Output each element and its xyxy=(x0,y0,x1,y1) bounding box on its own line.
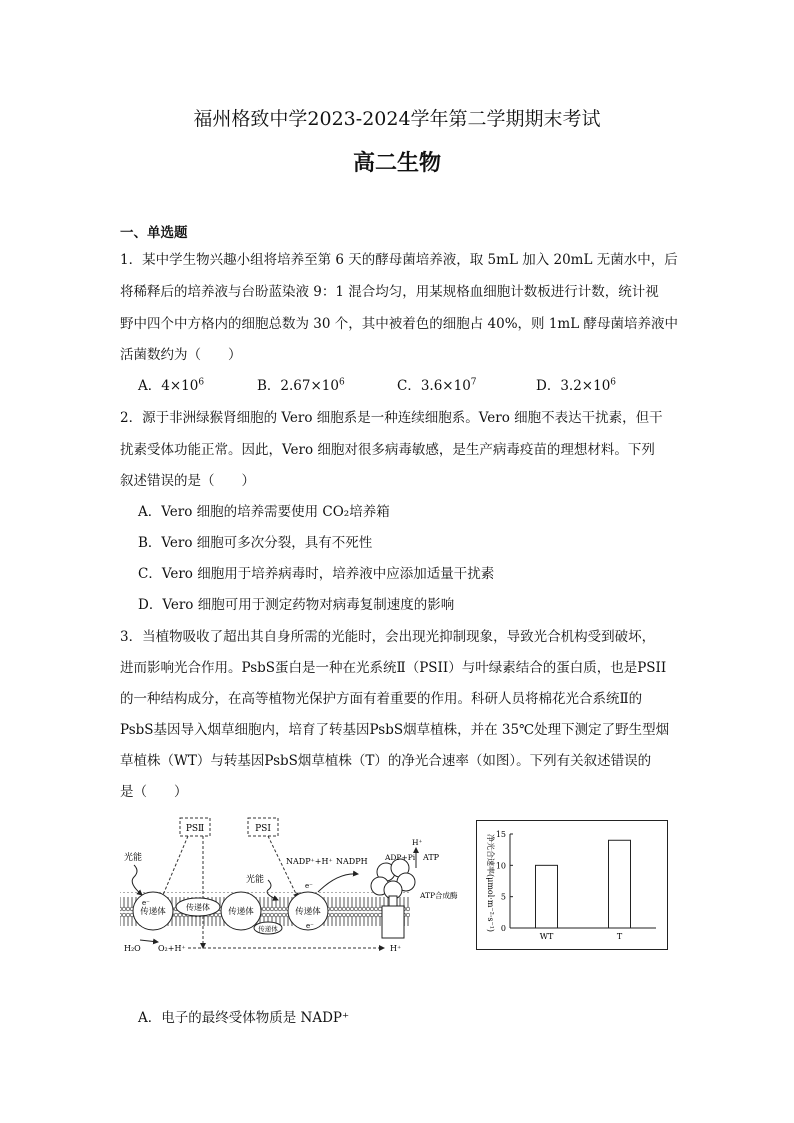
svg-text:传递体: 传递体 xyxy=(258,925,278,933)
exam-title: 福州格致中学2023-2024学年第二学期期末考试 xyxy=(193,108,601,130)
q2-option-d[interactable]: D．Vero 细胞可用于测定药物对病毒复制速度的影响 xyxy=(138,597,455,613)
h2o-label: H₂O xyxy=(124,944,141,953)
svg-text:传递体: 传递体 xyxy=(228,907,254,917)
y-tick-label: 5 xyxy=(500,892,506,902)
bar-WT xyxy=(536,865,558,928)
q1-option-b[interactable]: B．$2.67\times 10^6$ xyxy=(257,377,345,394)
nadp-arrow xyxy=(318,874,358,892)
nadp-label: NADP⁺+H⁺ xyxy=(286,857,333,866)
chart-ylabel: 净光合速率(μmol·m⁻²·s⁻¹) xyxy=(486,834,495,933)
psii-label: PSⅡ xyxy=(185,824,205,834)
light-label-2: 光能 xyxy=(246,875,265,885)
subject-title: 高二生物 xyxy=(352,150,441,176)
q3-line-6: 是（ ） xyxy=(120,784,188,800)
q3-line-2: 进而影响光合作用。PsbS蛋白是一种在光系统Ⅱ（PSII）与叶绿素结合的蛋白质，也是PSII xyxy=(120,660,667,676)
light-arrow-1 xyxy=(132,865,142,895)
svg-text:e⁻: e⁻ xyxy=(306,922,314,930)
q2-option-a[interactable]: A．Vero 细胞的培养需要使用 CO₂培养箱 xyxy=(138,504,390,520)
q1-option-a[interactable]: A．$4\times 10^6$ xyxy=(138,377,205,394)
q1-option-c[interactable]: C．$3.6\times 10^7$ xyxy=(397,377,477,394)
svg-text:传递体: 传递体 xyxy=(295,907,321,917)
x-tick-label: WT xyxy=(539,932,554,941)
bar-T xyxy=(609,840,631,928)
q1-line-2: 将稀释后的培养液与台盼蓝染液 9：1 混合均匀，用某规格血细胞计数板进行计数，统计视 xyxy=(120,284,659,300)
q3-line-3: 的一种结构成分，在高等植物光保护方面有着重要的作用。科研人员将棉花光合系统Ⅱ的 xyxy=(120,691,643,707)
q1-line-1: 1．某中学生物兴趣小组将培养至第 6 天的酵母菌培养液，取 5mL 加入 20mL 无菌水中，后 xyxy=(120,252,678,268)
q2-line-3: 叙述错误的是（ ） xyxy=(120,473,255,489)
h-top-label: H⁺ xyxy=(412,838,423,847)
psi-label: PSⅠ xyxy=(255,824,271,834)
nadph-label: NADPH xyxy=(336,857,368,866)
q3-line-5: 草植株（WT）与转基因PsbS烟草植株（T）的净光合速率（如图）。下列有关叙述错误的 xyxy=(120,753,652,769)
atp-synthase-label: ATP合成酶 xyxy=(420,891,458,900)
light-label-1: 光能 xyxy=(124,853,143,863)
svg-text:e⁻: e⁻ xyxy=(305,882,313,890)
h-bottom-label: H⁺ xyxy=(390,944,402,953)
thylakoid-diagram xyxy=(118,810,470,960)
atp-label: ATP xyxy=(423,853,440,862)
net-photosynthesis-chart xyxy=(476,820,668,950)
q3-option-a[interactable]: A．电子的最终受体物质是 NADP⁺ xyxy=(138,1010,350,1026)
q2-option-c[interactable]: C．Vero 细胞用于培养病毒时，培养液中应添加适量干扰素 xyxy=(138,566,495,582)
q2-option-b[interactable]: B．Vero 细胞可多次分裂，具有不死性 xyxy=(138,535,373,551)
svg-text:传递体: 传递体 xyxy=(186,903,210,912)
o2-label: O₂+H⁺ xyxy=(158,944,186,953)
svg-text:e⁻: e⁻ xyxy=(142,899,150,907)
q1-option-d[interactable]: D．$3.2\times 10^6$ xyxy=(536,377,617,394)
q1-line-4: 活菌数约为（ ） xyxy=(120,347,242,363)
y-tick-label: 10 xyxy=(495,861,506,871)
svg-text:传递体: 传递体 xyxy=(140,907,166,917)
y-tick-label: 0 xyxy=(500,924,506,933)
q2-line-2: 扰素受体功能正常。因此，Vero 细胞对很多病毒敏感，是生产病毒疫苗的理想材料。下列 xyxy=(120,442,655,458)
q1-line-3: 野中四个中方格内的细胞总数为 30 个，其中被着色的细胞占 40%，则 1mL 酵母菌培养液中 xyxy=(120,316,678,332)
q3-line-4: PsbS基因导入烟草细胞内，培育了转基因PsbS烟草植株，并在 35℃处理下测定了野生型烟 xyxy=(120,722,670,738)
q2-line-1: 2．源于非洲绿猴肾细胞的 Vero 细胞系是一种连续细胞系。Vero 细胞不表达干扰素，但干 xyxy=(120,410,663,426)
x-tick-label: T xyxy=(616,932,623,941)
y-tick-label: 15 xyxy=(495,830,506,839)
q3-line-1: 3．当植物吸收了超出其自身所需的光能时，会出现光抑制现象，导致光合机构受到破坏， xyxy=(120,629,656,645)
section-heading: 一、单选题 xyxy=(120,225,188,241)
adp-label: ADP+Pi xyxy=(385,853,416,862)
